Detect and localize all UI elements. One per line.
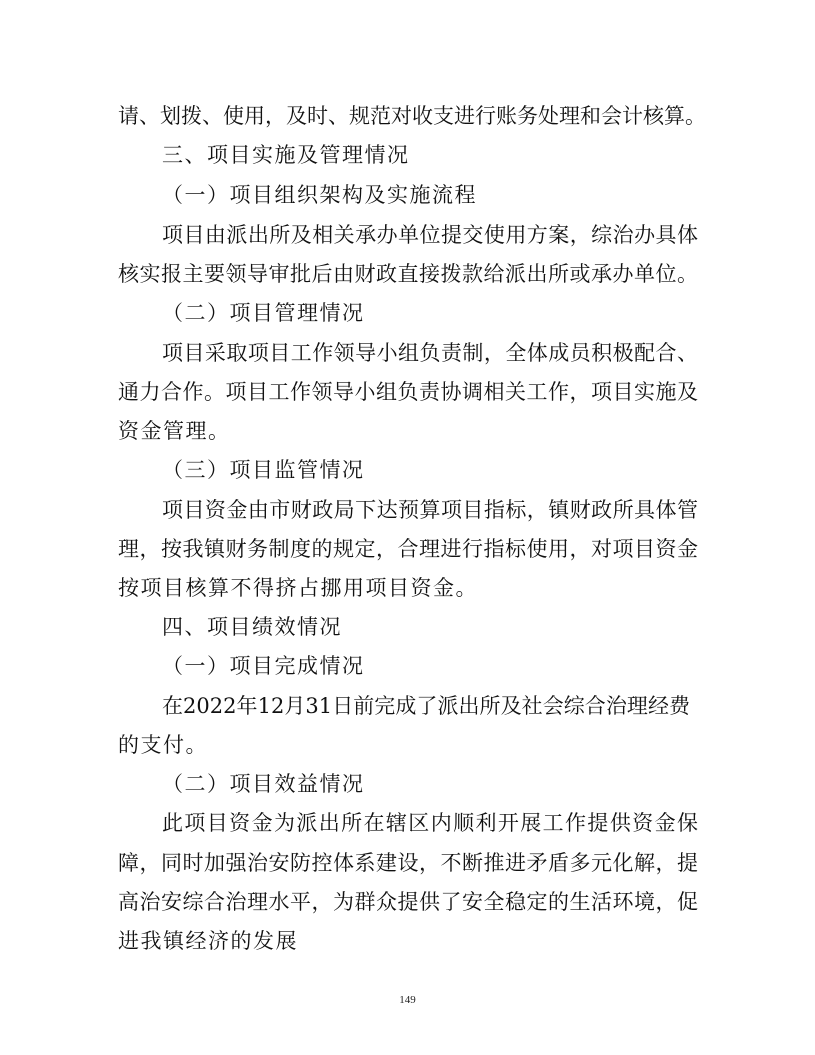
body-line: 通力合作。项目工作领导小组负责协调相关工作，项目实施及 [118, 380, 698, 404]
subsection-heading: （二）项目管理情况 [162, 301, 365, 325]
subsection-heading: （三）项目监管情况 [162, 458, 365, 482]
subsection-heading: （二）项目效益情况 [162, 772, 365, 796]
body-line: 此项目资金为派出所在辖区内顺利开展工作提供资金保 [162, 811, 698, 835]
body-line: 障，同时加强治安防控体系建设，不断推进矛盾多元化解，提 [118, 851, 698, 875]
body-line: 按项目核算不得挤占挪用项目资金。 [118, 576, 478, 600]
body-line: 项目由派出所及相关承办单位提交使用方案，综治办具体 [162, 223, 698, 247]
body-line: 的支付。 [118, 733, 208, 757]
body-line: 核实报主要领导审批后由财政直接拨款给派出所或承办单位。 [118, 262, 698, 286]
section-heading: 四、项目绩效情况 [162, 615, 342, 639]
page-number: 149 [399, 994, 416, 1006]
section-heading: 三、项目实施及管理情况 [162, 143, 410, 167]
body-line: 在2022年12月31日前完成了派出所及社会综合治理经费 [162, 694, 690, 718]
body-line: 项目采取项目工作领导小组负责制，全体成员积极配合、 [162, 341, 698, 365]
body-line: 项目资金由市财政局下达预算项目指标，镇财政所具体管 [162, 498, 698, 522]
subsection-heading: （一）项目组织架构及实施流程 [162, 183, 477, 207]
body-line: 请、划拨、使用，及时、规范对收支进行账务处理和会计核算。 [118, 104, 706, 128]
body-line: 高治安综合治理水平，为群众提供了安全稳定的生活环境，促 [118, 890, 698, 914]
subsection-heading: （一）项目完成情况 [162, 654, 365, 678]
body-line: 资金管理。 [118, 419, 231, 443]
body-line: 进我镇经济的发展 [118, 929, 298, 953]
body-line: 理，按我镇财务制度的规定，合理进行指标使用，对项目资金 [118, 537, 698, 561]
